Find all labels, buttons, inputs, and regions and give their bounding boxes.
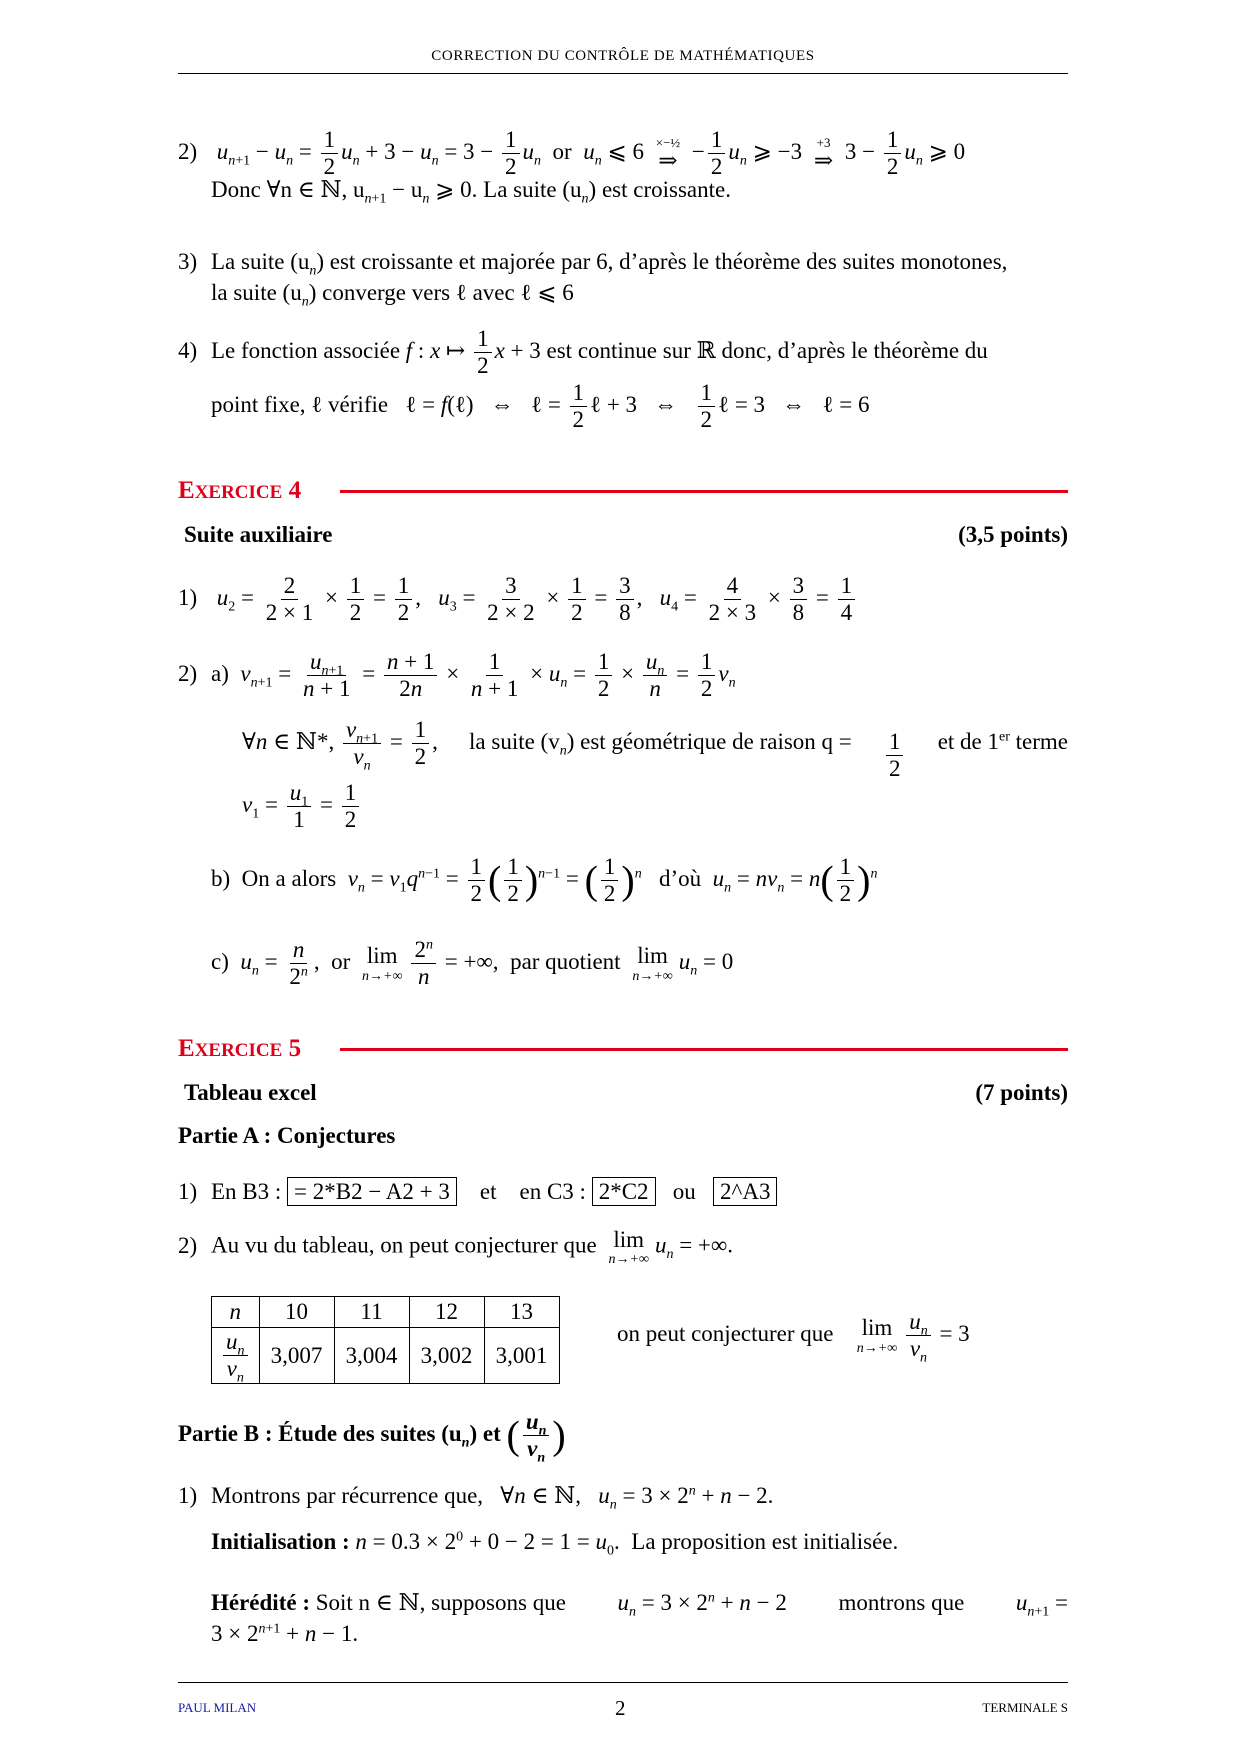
formula-c3-alt: 2^A3 bbox=[713, 1177, 777, 1206]
partie-b-heading: Partie B : Étude des suites $(u_n)$ et ( $\frac{u_n}{v_n}$ ) bbox=[178, 1409, 566, 1466]
exercise-4-subtitle-row bbox=[178, 522, 1068, 548]
formula-b3: = 2*B2 − A2 + 3 bbox=[287, 1177, 457, 1206]
ex4-q2a-line3: $v_1$ = $\frac{u_1}{1}$ = $\frac{1}{2}$ bbox=[242, 781, 362, 832]
ex3-q4-line2: point fixe, ℓ vérifie ℓ = f(ℓ) ⇔ ℓ = $\frac{1}{2}$ ℓ + 3 ⇔ $\frac{1}{2}$ ℓ = 3 ⇔ ℓ = 6 bbox=[211, 380, 870, 433]
exercise-4-subtitle: Suite auxiliaire bbox=[184, 522, 333, 547]
ex4-q2b: b) On a alors $v_n = v_1q^{n-1}$ = $\frac{1}{2}$ ( $\frac{1}{2}$ )$^{n-1}$ = ( $\frac{1}{2}$ )$^n$ d’où $u_n = nv_n = n$( $\frac{1}{2}$ )$^n$ bbox=[211, 854, 878, 907]
exercise-5-title: EXERCICE 5 bbox=[178, 1035, 302, 1062]
exercise-4-title: EXERCICE 4 bbox=[178, 477, 302, 504]
footer-author: PAUL MILAN bbox=[178, 1700, 257, 1715]
exercise-5-subtitle-row bbox=[178, 1080, 1068, 1106]
ex3-q2-equation: 2) $u_{n+1} - u_n$ = $\frac{1}{2}$ $u_n + 3 - u_n = 3$ − $\frac{1}{2}$ $u_n$ or $u_n$ ⩽ 6 ×−½ ⇒ − $\frac{1}{2}$ $u_n$ ⩾ −3 +3 ⇒ 3 − $\frac{1}{2}$ $u_n$ ⩾ 0 bbox=[178, 127, 966, 180]
ex3-q4-line1: 4) Le fonction associée f : x ↦ $\frac{1}{2}$ x + 3 est continue sur ℝ donc, d’après le théorème du bbox=[178, 326, 988, 379]
ex5-heredite: Hérédité : Soit n ∈ ℕ, supposons que $u_n = 3 \times 2^n + n - 2$ montrons que $u_{n+1}$ = bbox=[211, 1590, 1068, 1620]
formula-c3: 2*C2 bbox=[592, 1177, 656, 1206]
ex4-q2a: 2) a) $v_{n+1}$ = $\frac{u_{n+1}}{n + 1}$ = $\frac{n + 1}{2n}$ × $\frac{1}{n + 1}$ × $u_n$ = $\frac{1}{2}$ × $\frac{u_n}{n}$ = $\frac{1}{2}$ $v_n$ bbox=[178, 649, 736, 702]
ex4-q1: 1) $u_2$ = $\frac{2}{2 \times 1}$ × $\frac{1}{2}$ = $\frac{1}{2}$ , $u_3$ = $\frac{3}{2 \times 2}$ × $\frac{1}{2}$ = $\frac{3}{8}$ , $u_4$ = $\frac{4}{2 \times 3}$ × $\frac{3}{8}$ = $\frac{1}{4}$ bbox=[178, 574, 858, 625]
page-header: CORRECTION DU CONTRÔLE DE MATHÉMATIQUES bbox=[431, 48, 815, 64]
exercise-5-subtitle: Tableau excel bbox=[184, 1080, 317, 1105]
ex5-b1: 1) Montrons par récurrence que, ∀n ∈ ℕ, $u_n = 3 \times 2^n + n - 2$. bbox=[178, 1483, 774, 1513]
ex3-q3-line2: la suite $(u_n)$ converge vers ℓ avec ℓ ⩽ 6 bbox=[211, 280, 574, 310]
footer-rule bbox=[178, 1682, 1068, 1683]
header-rule bbox=[178, 73, 1068, 74]
exercise-5-points: (7 points) bbox=[975, 1080, 1068, 1105]
table-row: $\frac{u_n}{v_n}$ 3,007 3,004 3,002 3,001 bbox=[212, 1328, 560, 1384]
exercise-5-rule bbox=[340, 1048, 1068, 1051]
exercise-4-points: (3,5 points) bbox=[958, 522, 1068, 547]
partie-a-heading: Partie A : Conjectures bbox=[178, 1123, 396, 1148]
ex5-a1: 1) En B3 : = 2*B2 − A2 + 3 et en C3 : 2*C2 ou 2^A3 bbox=[178, 1180, 777, 1203]
conjecture-table bbox=[211, 1296, 560, 1384]
ex3-q2-conclusion: Donc ∀n ∈ ℕ, $u_{n+1} - u_n$ ⩾ 0. La suite $(u_n)$ est croissante. bbox=[211, 177, 731, 207]
ex5-a2-limit: on peut conjecturer que lim n→+∞ $\frac{u_n}{v_n}$ = 3 bbox=[617, 1309, 970, 1366]
ex3-q3-line1: 3) La suite $(u_n)$ est croissante et majorée par 6, d’après le théorème des suites monotones, bbox=[178, 249, 1008, 279]
table-row: n 10 11 12 13 bbox=[212, 1297, 560, 1328]
ex4-q2c: c) $u_n$ = $\frac{n}{2^n}$ , or lim n→+∞ $\frac{2^n}{n}$ = +∞, par quotient lim n→+∞ $u_n = 0$ bbox=[211, 937, 734, 990]
ex5-heredite-line2: $3 \times 2^{n+1} + n - 1$. bbox=[211, 1621, 359, 1646]
footer-page-number: 2 bbox=[615, 1696, 626, 1720]
ex5-initialisation: Initialisation : $n = 0.3 \times 2^0 + 0 - 2 = 1 = u_0$. La proposition est initialisée. bbox=[211, 1529, 899, 1559]
ex5-a2: 2) Au vu du tableau, on peut conjecturer que lim n→+∞ $u_n$ = +∞. bbox=[178, 1227, 734, 1268]
exercise-4-rule bbox=[340, 490, 1068, 493]
ex4-q2a-line2: ∀n ∈ ℕ*, $\frac{v_{n+1}}{v_n}$ = $\frac{1}{2}$ , la suite $(v_n)$ est géométrique de raison q = $\frac{1}{2}$ et de 1er terme bbox=[242, 717, 1068, 782]
footer-class: TERMINALE S bbox=[982, 1700, 1068, 1715]
